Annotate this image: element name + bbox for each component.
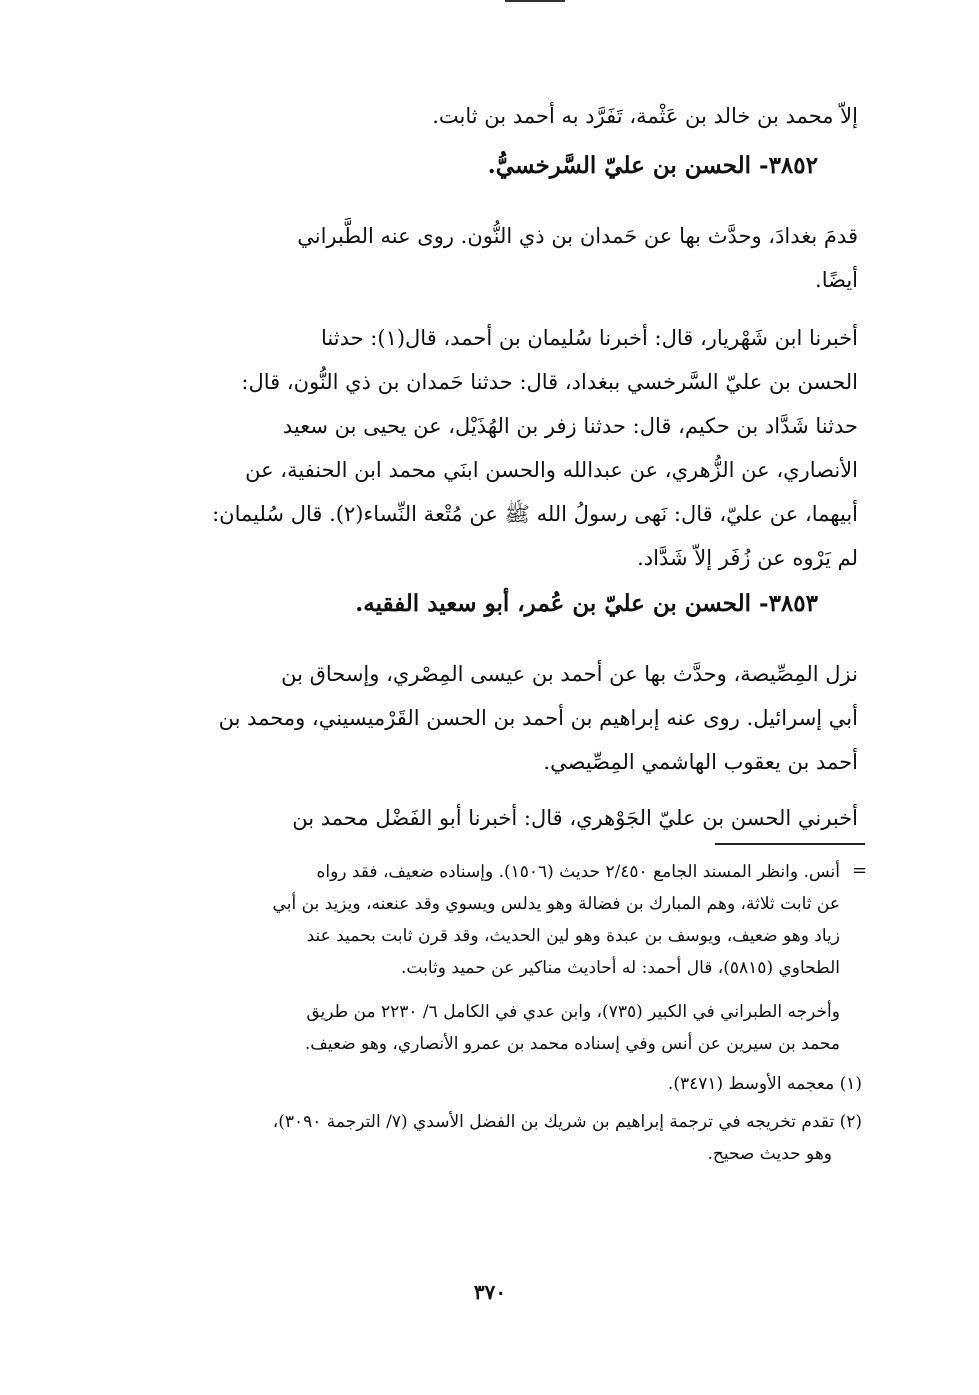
footnote-2 xyxy=(140,1106,862,1170)
footnote-1 xyxy=(140,1068,862,1100)
footnote-continuation-mark: = xyxy=(852,860,868,881)
text-line: أحمد بن يعقوب الهاشمي المِصِّيصي. xyxy=(543,750,858,774)
footnote-line: (٢) تقدم تخريجه في ترجمة إبراهيم بن شريك بن الفضل الأسدي (٧/ الترجمة ٣٠٩٠)، xyxy=(272,1112,862,1132)
text-line: أيضًا. xyxy=(815,268,858,292)
footnote-separator xyxy=(715,843,865,845)
footnote-line: وهو حديث صحيح. xyxy=(707,1144,832,1164)
text-line: أبي إسرائيل. روى عنه إبراهيم بن أحمد بن الحسن القَرْميسيني، ومحمد بن xyxy=(218,706,858,730)
text-line: أخبرني الحسن بن عليّ الجَوْهري، قال: أخبرنا أبو الفَضْل محمد بن xyxy=(292,806,858,830)
text-line: إلاّ محمد بن خالد بن عَثْمة، تَفَرَّد به أحمد بن ثابت. xyxy=(432,104,858,128)
paragraph-3 xyxy=(140,652,858,784)
page-number: ٣٧٠ xyxy=(473,1280,507,1304)
footnote-line: الطحاوي (٥٨١٥)، قال أحمد: له أحاديث مناكير عن حميد وثابت. xyxy=(401,958,840,978)
footnote-line: محمد بن سيرين عن أنس وفي إسناده محمد بن عمرو الأنصاري، وهو ضعيف. xyxy=(304,1034,840,1054)
text-line: الأنصاري، عن الزُّهري، عن عبدالله والحسن ابنَي محمد ابن الحنفية، عن xyxy=(245,458,858,482)
continued-line xyxy=(140,94,858,138)
text-line: حدثنا شَدَّاد بن حكيم، قال: حدثنا زفر بن الهُذَيْل، عن يحيى بن سعيد xyxy=(282,414,858,438)
text-line: نزل المِصِّيصة، وحدَّث بها عن أحمد بن عيسى المِصْري، وإسحاق بن xyxy=(281,662,858,686)
entry-heading-3852: ٣٨٥٢- الحسن بن عليّ السَّرخسيُّ. xyxy=(487,152,818,179)
text-line: قدمَ بغدادَ، وحدَّث بها عن حَمدان بن ذي النُّون. روى عنه الطَّبراني xyxy=(297,224,858,248)
text-line: لم يَرْوه عن زُفَر إلاّ شَدَّاد. xyxy=(637,546,858,570)
footnote-line: زياد وهو ضعيف، ويوسف بن عبدة وهو لين الحديث، وقد قرن ثابت بحميد عند xyxy=(306,926,840,946)
footnote-continued-2 xyxy=(140,996,840,1060)
paragraph-1 xyxy=(140,214,858,302)
text-line: أخبرنا ابن شَهْريار، قال: أخبرنا سُليمان بن أحمد، قال(١): حدثنا xyxy=(321,326,858,350)
paragraph-2 xyxy=(140,316,858,580)
text-line: الحسن بن عليّ السَّرخسي ببغداد، قال: حدثنا حَمدان بن ذي النُّون، قال: xyxy=(241,370,858,394)
entry-heading-3853: ٣٨٥٣- الحسن بن عليّ بن عُمر، أبو سعيد الفقيه. xyxy=(355,590,818,617)
paragraph-4 xyxy=(140,796,858,840)
text-line: أبيهما، عن عليّ، قال: نَهى رسولُ الله ﷺ عن مُتْعة النِّساء(٢). قال سُليمان: xyxy=(212,502,858,526)
footnote-line: وأخرجه الطبراني في الكبير (٧٣٥)، وابن عدي في الكامل ٦/ ٢٢٣٠ من طريق xyxy=(306,1002,840,1022)
footnote-line: أنس. وانظر المسند الجامع ٢/٤٥٠ حديث (١٥٠٦). وإسناده ضعيف، فقد رواه xyxy=(316,862,840,882)
footnote-line: عن ثابت ثلاثة، وهم المبارك بن فضالة وهو يدلس ويسوي وقد عنعنه، ويزيد بن أبي xyxy=(272,894,840,914)
footnote-continued xyxy=(140,856,840,984)
top-rule xyxy=(505,0,565,2)
footnote-line: (١) معجمه الأوسط (٣٤٧١). xyxy=(667,1074,862,1094)
